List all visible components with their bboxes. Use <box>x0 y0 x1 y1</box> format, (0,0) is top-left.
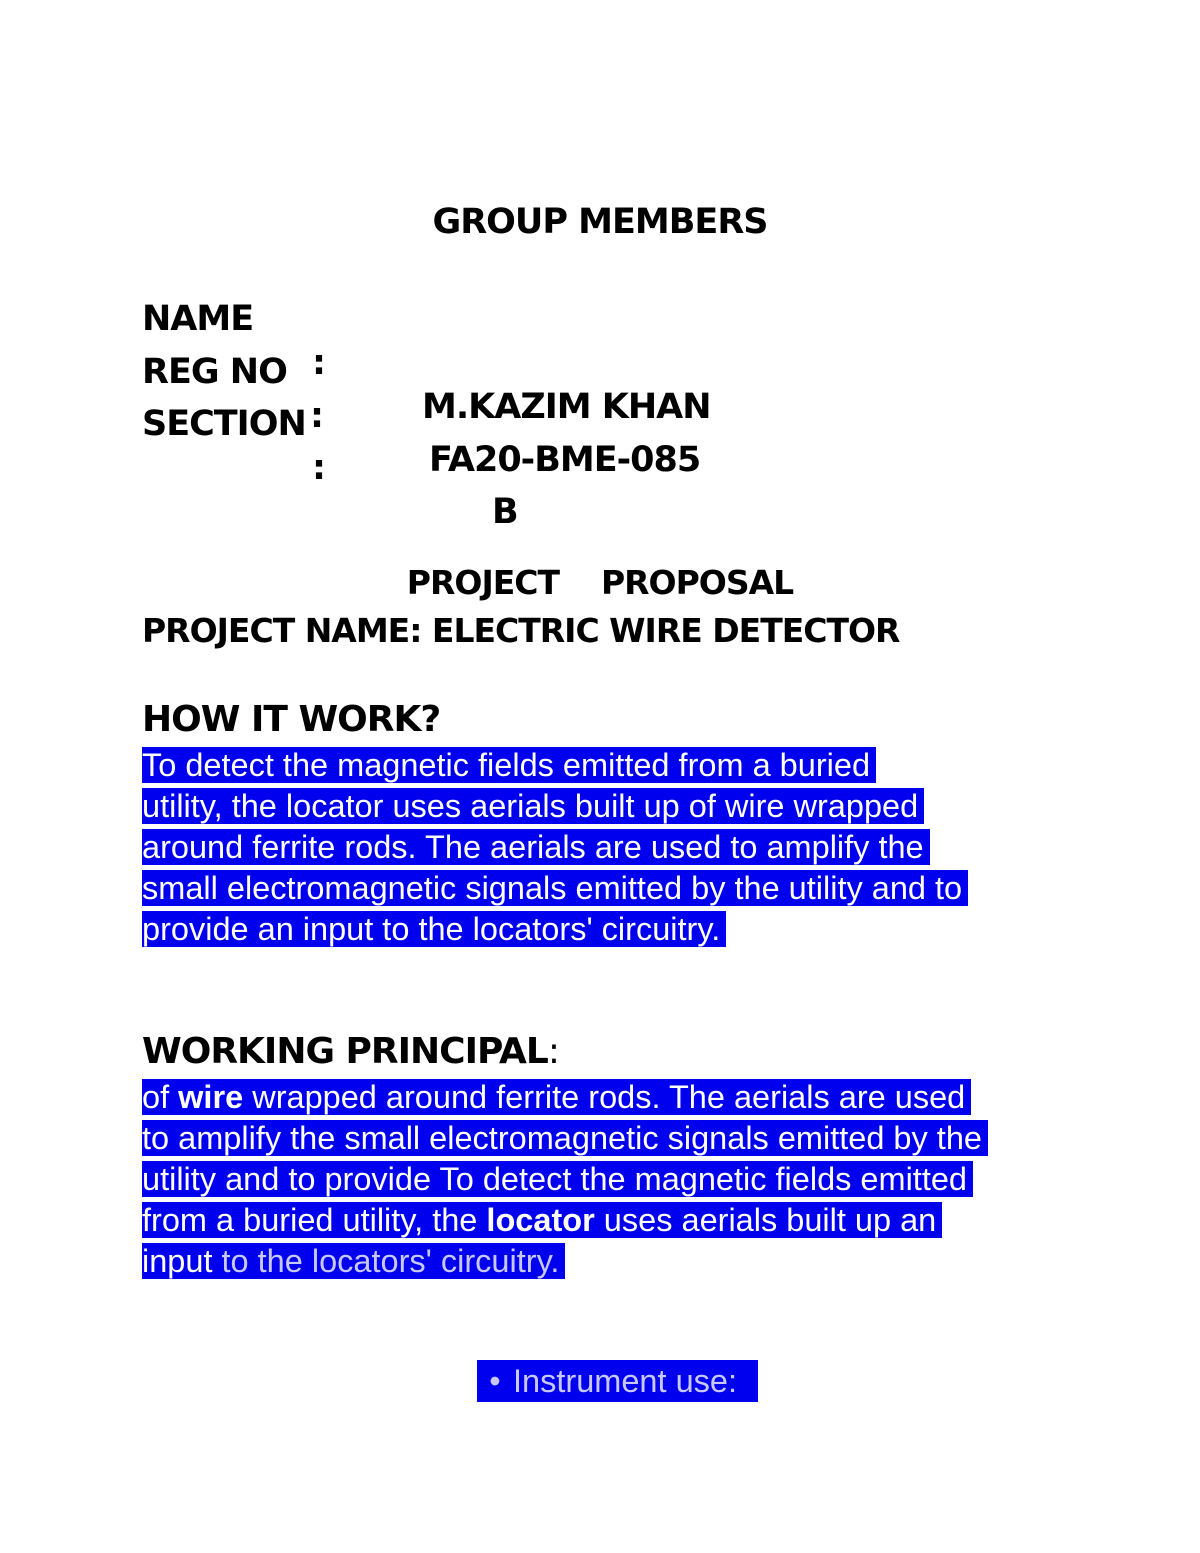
text-run: of <box>142 1079 179 1115</box>
bullet-text: Instrument use: <box>513 1363 737 1399</box>
highlighted-text <box>142 1079 971 1115</box>
muted-text-run: to the locators' circuitry. <box>212 1243 560 1279</box>
highlighted-text: utility and to provide To detect the magnetic fields emitted <box>142 1161 973 1197</box>
highlighted-text: small electromagnetic signals emitted by the utility and to <box>142 870 968 906</box>
how-it-works-heading: HOW IT WORK? <box>142 699 441 740</box>
text-run: from a buried utility, the <box>142 1202 487 1238</box>
heading-text: WORKING PRINCIPAL <box>142 1031 548 1072</box>
group-members-title: GROUP MEMBERS <box>432 202 768 242</box>
paragraph-line <box>142 745 968 786</box>
member-label: NAME <box>142 299 254 339</box>
paragraph-line <box>142 827 968 868</box>
member-label: SECTION <box>142 404 306 444</box>
bold-text-run: locator <box>486 1202 595 1238</box>
highlighted-text: utility, the locator uses aerials built up of wire wrapped <box>142 788 924 824</box>
project-name: PROJECT NAME: ELECTRIC WIRE DETECTOR <box>142 611 900 650</box>
paragraph-line <box>142 1077 988 1118</box>
member-colon: : <box>312 448 325 488</box>
highlighted-text: To detect the magnetic fields emitted from a buried <box>142 747 876 783</box>
highlighted-text <box>142 1243 565 1279</box>
paragraph-line <box>142 1241 988 1282</box>
working-principal-heading <box>142 1030 559 1074</box>
instrument-use-bullet <box>477 1360 758 1402</box>
heading-colon: : <box>547 1031 559 1072</box>
member-value: M.KAZIM KHAN <box>422 387 711 427</box>
paragraph-line <box>142 909 968 950</box>
highlighted-text: to amplify the small electromagnetic signals emitted by the <box>142 1120 988 1156</box>
member-colon: : <box>312 343 325 383</box>
highlighted-text: around ferrite rods. The aerials are used to amplify the <box>142 829 930 865</box>
working-principal-paragraph <box>142 1077 988 1282</box>
paragraph-line <box>142 1118 988 1159</box>
project-proposal-title: PROJECT PROPOSAL <box>406 563 794 602</box>
how-it-works-paragraph <box>142 745 968 950</box>
text-run: wrapped around ferrite rods. The aerials are used <box>243 1079 966 1115</box>
text-run: input <box>142 1243 213 1279</box>
paragraph-line <box>142 1159 988 1200</box>
member-colon: : <box>310 396 323 436</box>
text-run: uses aerials built up an <box>594 1202 937 1238</box>
highlighted-text <box>142 1202 942 1238</box>
paragraph-line <box>142 786 968 827</box>
member-label: REG NO <box>142 352 287 392</box>
member-value: FA20-BME-085 <box>429 440 701 480</box>
highlighted-text: provide an input to the locators' circuitry. <box>142 911 726 947</box>
bold-text-run: wire <box>178 1079 244 1115</box>
bullet-icon: • <box>489 1363 501 1399</box>
member-value: B <box>492 492 518 532</box>
paragraph-line <box>142 868 968 909</box>
paragraph-line <box>142 1200 988 1241</box>
